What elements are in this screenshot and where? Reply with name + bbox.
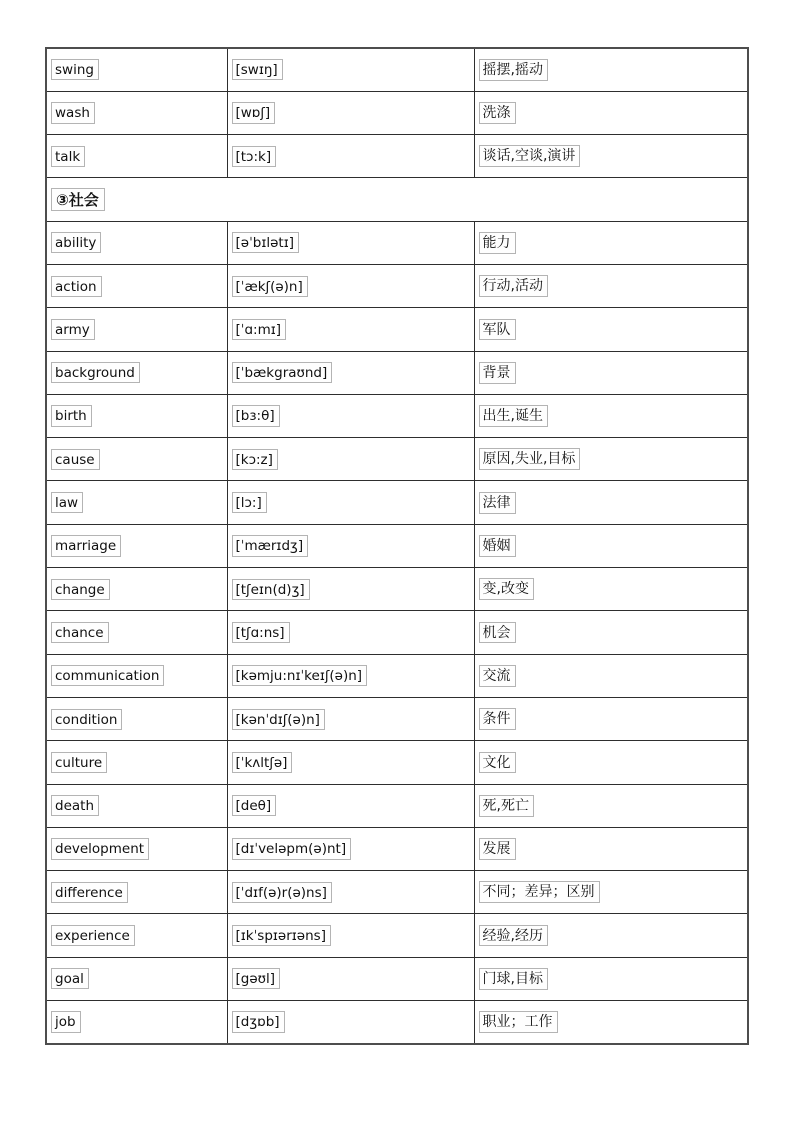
- phonetic-cell: [227, 135, 474, 178]
- meaning-text: 门球,目标: [479, 968, 548, 990]
- word-text: culture: [51, 752, 107, 773]
- phonetic-cell: [227, 741, 474, 784]
- meaning-text: 洗涤: [479, 102, 516, 124]
- meaning-text: 职业；工作: [479, 1011, 558, 1033]
- meaning-text: 婚姻: [479, 535, 516, 557]
- meaning-text: 不同；差异；区别: [479, 881, 600, 903]
- meaning-text: 摇摆,摇动: [479, 59, 548, 81]
- table-row: [46, 48, 748, 91]
- word-cell: [46, 135, 227, 178]
- word-cell: [46, 654, 227, 697]
- phonetic-cell: [227, 611, 474, 654]
- meaning-cell: [474, 957, 748, 1000]
- table-row: [46, 827, 748, 870]
- vocab-table: [45, 47, 749, 1045]
- word-cell: [46, 957, 227, 1000]
- meaning-cell: [474, 524, 748, 567]
- phonetic-cell: [227, 654, 474, 697]
- word-text: wash: [51, 102, 95, 123]
- phonetic-text: [tɔ:k]: [232, 146, 277, 167]
- phonetic-text: [ˈbækgraʊnd]: [232, 362, 333, 383]
- phonetic-cell: [227, 914, 474, 957]
- meaning-cell: [474, 741, 748, 784]
- phonetic-cell: [227, 481, 474, 524]
- phonetic-text: [kɔ:z]: [232, 449, 278, 470]
- word-text: law: [51, 492, 83, 513]
- word-text: birth: [51, 405, 92, 426]
- meaning-text: 原因,失业,目标: [479, 448, 581, 470]
- table-row: [46, 481, 748, 524]
- meaning-cell: [474, 351, 748, 394]
- phonetic-cell: [227, 308, 474, 351]
- section-header-text: ③社会: [51, 188, 105, 211]
- word-text: development: [51, 838, 149, 859]
- phonetic-cell: [227, 438, 474, 481]
- word-cell: [46, 308, 227, 351]
- meaning-text: 机会: [479, 622, 516, 644]
- meaning-cell: [474, 914, 748, 957]
- table-row: [46, 264, 748, 307]
- meaning-cell: [474, 438, 748, 481]
- word-text: background: [51, 362, 140, 383]
- meaning-cell: [474, 394, 748, 437]
- table-row: [46, 524, 748, 567]
- phonetic-text: [dɪˈveləpm(ə)nt]: [232, 838, 352, 859]
- meaning-text: 出生,诞生: [479, 405, 548, 427]
- phonetic-cell: [227, 351, 474, 394]
- phonetic-cell: [227, 91, 474, 134]
- phonetic-cell: [227, 394, 474, 437]
- meaning-text: 变,改变: [479, 578, 534, 600]
- table-row: [46, 394, 748, 437]
- table-row: [46, 135, 748, 178]
- word-cell: [46, 48, 227, 91]
- table-row: [46, 697, 748, 740]
- word-cell: [46, 784, 227, 827]
- word-text: ability: [51, 232, 101, 253]
- meaning-cell: [474, 308, 748, 351]
- meaning-cell: [474, 91, 748, 134]
- meaning-cell: [474, 221, 748, 264]
- word-cell: [46, 741, 227, 784]
- meaning-cell: [474, 1001, 748, 1044]
- meaning-cell: [474, 784, 748, 827]
- phonetic-text: [kənˈdɪʃ(ə)n]: [232, 709, 325, 730]
- table-row: [46, 308, 748, 351]
- word-cell: [46, 438, 227, 481]
- table-row: [46, 351, 748, 394]
- phonetic-text: [ˈɑ:mɪ]: [232, 319, 287, 340]
- phonetic-cell: [227, 48, 474, 91]
- word-cell: [46, 827, 227, 870]
- phonetic-text: [swɪŋ]: [232, 59, 283, 80]
- table-row: [46, 91, 748, 134]
- meaning-text: 条件: [479, 708, 516, 730]
- phonetic-text: [ˈdɪf(ə)r(ə)ns]: [232, 882, 332, 903]
- phonetic-text: [kəmju:nɪˈkeɪʃ(ə)n]: [232, 665, 368, 686]
- meaning-text: 军队: [479, 319, 516, 341]
- table-row: [46, 654, 748, 697]
- phonetic-text: [lɔ:]: [232, 492, 267, 513]
- phonetic-text: [ɪkˈspɪərɪəns]: [232, 925, 331, 946]
- word-cell: [46, 394, 227, 437]
- word-cell: [46, 697, 227, 740]
- table-row: [46, 221, 748, 264]
- phonetic-text: [ˈmærɪdʒ]: [232, 535, 309, 556]
- meaning-text: 文化: [479, 752, 516, 774]
- word-text: difference: [51, 882, 128, 903]
- word-text: communication: [51, 665, 164, 686]
- vocab-table-body: [46, 48, 748, 1044]
- section-header-row: [46, 178, 748, 221]
- phonetic-text: [əˈbɪlətɪ]: [232, 232, 300, 253]
- meaning-cell: [474, 827, 748, 870]
- word-cell: [46, 221, 227, 264]
- word-cell: [46, 871, 227, 914]
- word-text: death: [51, 795, 99, 816]
- phonetic-cell: [227, 1001, 474, 1044]
- meaning-text: 行动,活动: [479, 275, 548, 297]
- table-row: [46, 1001, 748, 1044]
- word-cell: [46, 91, 227, 134]
- word-text: talk: [51, 146, 85, 167]
- word-cell: [46, 568, 227, 611]
- meaning-cell: [474, 871, 748, 914]
- table-row: [46, 957, 748, 1000]
- phonetic-cell: [227, 524, 474, 567]
- word-cell: [46, 1001, 227, 1044]
- word-text: change: [51, 579, 110, 600]
- word-text: cause: [51, 449, 100, 470]
- table-row: [46, 611, 748, 654]
- phonetic-text: [ˈækʃ(ə)n]: [232, 276, 308, 297]
- meaning-text: 发展: [479, 838, 516, 860]
- meaning-text: 死,死亡: [479, 795, 534, 817]
- word-cell: [46, 481, 227, 524]
- meaning-cell: [474, 481, 748, 524]
- word-text: chance: [51, 622, 109, 643]
- phonetic-cell: [227, 784, 474, 827]
- phonetic-cell: [227, 827, 474, 870]
- meaning-text: 谈话,空谈,演讲: [479, 145, 581, 167]
- meaning-text: 背景: [479, 362, 516, 384]
- meaning-cell: [474, 264, 748, 307]
- word-cell: [46, 611, 227, 654]
- phonetic-cell: [227, 264, 474, 307]
- phonetic-text: [deθ]: [232, 795, 277, 816]
- word-text: experience: [51, 925, 135, 946]
- meaning-cell: [474, 48, 748, 91]
- phonetic-text: [wɒʃ]: [232, 102, 276, 123]
- word-cell: [46, 524, 227, 567]
- word-text: condition: [51, 709, 122, 730]
- meaning-cell: [474, 697, 748, 740]
- meaning-text: 能力: [479, 232, 516, 254]
- meaning-cell: [474, 611, 748, 654]
- phonetic-text: [dʒɒb]: [232, 1011, 285, 1032]
- phonetic-text: [tʃeɪn(d)ʒ]: [232, 579, 310, 600]
- word-text: swing: [51, 59, 99, 80]
- table-row: [46, 784, 748, 827]
- phonetic-cell: [227, 221, 474, 264]
- phonetic-cell: [227, 697, 474, 740]
- word-cell: [46, 914, 227, 957]
- section-header-cell: [46, 178, 748, 221]
- table-row: [46, 741, 748, 784]
- word-text: marriage: [51, 535, 121, 556]
- meaning-cell: [474, 654, 748, 697]
- meaning-text: 经验,经历: [479, 925, 548, 947]
- phonetic-text: [ˈkʌltʃə]: [232, 752, 293, 773]
- meaning-text: 交流: [479, 665, 516, 687]
- word-cell: [46, 264, 227, 307]
- word-text: action: [51, 276, 102, 297]
- table-row: [46, 871, 748, 914]
- phonetic-cell: [227, 568, 474, 611]
- phonetic-text: [gəʊl]: [232, 968, 281, 989]
- phonetic-text: [bɜ:θ]: [232, 405, 280, 426]
- phonetic-cell: [227, 957, 474, 1000]
- phonetic-cell: [227, 871, 474, 914]
- word-text: army: [51, 319, 95, 340]
- phonetic-text: [tʃɑ:ns]: [232, 622, 290, 643]
- meaning-cell: [474, 135, 748, 178]
- table-row: [46, 914, 748, 957]
- word-text: job: [51, 1011, 81, 1032]
- meaning-cell: [474, 568, 748, 611]
- table-row: [46, 568, 748, 611]
- table-row: [46, 438, 748, 481]
- word-text: goal: [51, 968, 89, 989]
- word-cell: [46, 351, 227, 394]
- meaning-text: 法律: [479, 492, 516, 514]
